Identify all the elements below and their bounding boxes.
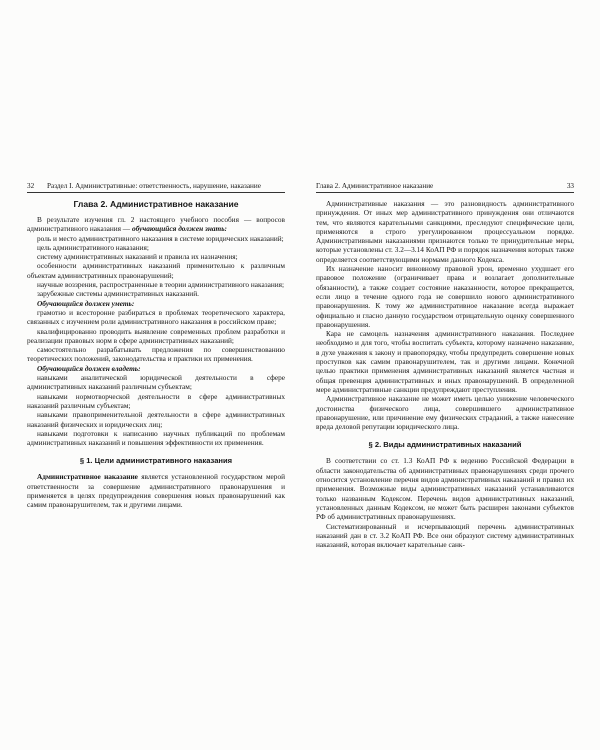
possess-heading: Обучающийся должен владеть: <box>37 363 141 373</box>
possess-item: навыками нормотворческой деятельности в сфере административных наказаний различным субъектам; <box>27 391 285 410</box>
body-paragraph: Административное наказание не может иметь целью унижение человеческого достоинства физического лица, совершившего административное правонарушение, или причинение ему физических страданий, а также нанесение вреда деловой репутации юридического лица. <box>316 394 574 432</box>
left-page <box>27 180 285 510</box>
section-title-1: § 1. Цели административного наказания <box>79 456 233 466</box>
body-paragraph: Их назначение наносит виновному правовой урон, временно ухудшает его правовое положение (ограничивает права и возлагает дополнительные обязанности), а также создает состояние наказанности, которое прекращается, если лицо в течение одного года не совершило нового административного правонарушения. К тому же административное наказание всегда выражает официально и гласно данную государством отрицательную оценку совершенного правонарушения. <box>316 264 574 329</box>
left-running-head <box>27 180 285 193</box>
skills-heading: Обучающийся должен уметь: <box>37 298 135 308</box>
body-paragraph: Систематизированный и исчерпывающий перечень административных наказаний дан в ст. 3.2 КоАП РФ. Все они образуют систему административных наказаний, которая включает карательные санк- <box>316 521 574 550</box>
page-number-right: 33 <box>566 182 574 190</box>
running-head-left-text: Раздел I. Административные: ответственность, нарушение, наказание <box>47 182 261 190</box>
body-paragraph: В соответствии со ст. 1.3 КоАП РФ к ведению Российской Федерации в области законодательства об административных правонарушениях среди прочего относится установление перечня видов административных наказаний и правил их применения. Возможные виды административных наказаний устанавливаются только названным Кодексом. Перечень видов административных наказаний, установленных данным Кодексом, не может быть расширен законами субъектов РФ об административных правонарушениях. <box>316 456 574 522</box>
know-item: роль и место административного наказания в системе юридических наказаний; <box>37 233 284 243</box>
skills-item: самостоятельно разрабатывать предложения по совершенствованию теоретических положений, законодательства и практики их применения. <box>27 345 285 364</box>
running-head-right-text: Глава 2. Административное наказание <box>316 182 434 190</box>
page-number-left: 32 <box>27 182 35 190</box>
definition-text: является установленной государством мерой ответственности за совершение административного правонарушения и применяется в целях предупреждения совершения новых правонарушений как самим правонарушителем, так и другими лицами. <box>27 472 285 510</box>
know-item: особенности административных наказаний применительно к различным объектам административных правонарушений; <box>27 261 285 280</box>
definition-term: Административное наказание <box>37 472 138 482</box>
section-title-2: § 2. Виды административных наказаний <box>368 440 522 450</box>
know-item: цель административного наказания; <box>37 242 149 252</box>
possess-item: навыками подготовки к написанию научных публикаций по проблемам административных наказаний и повышения эффективности их применения. <box>27 428 285 448</box>
skills-item: грамотно и всесторонне разбираться в проблемах теоретического характера, связанных с изучением роли административного наказания в российском праве; <box>27 307 285 327</box>
know-item: зарубежные системы административных наказаний. <box>37 289 199 299</box>
body-paragraph: Административные наказания — это разновидность административного принуждения. От иных мер административного принуждения они отличаются тем, что являются карательными санкциями, преследуют специфические цели, применяются в строго урегулированном процессуальном порядке. Административными наказаниями признаются только те принудительные меры, которые установлены ст. 3.2—3.14 КоАП РФ и порядок назначения которых также определяется соответствующими нормами данного Кодекса. <box>316 199 574 264</box>
definition-paragraph <box>27 472 285 509</box>
intro-paragraph <box>27 215 285 234</box>
right-running-head <box>316 180 574 193</box>
possess-item: навыками аналитической юридической деятельности в сфере административных наказаний различным субъектам; <box>27 373 285 392</box>
right-page <box>316 180 574 549</box>
skills-item: квалифицированно проводить выявление современных проблем разработки и реализации правовых норм в сфере административных наказаний; <box>27 326 285 345</box>
body-paragraph: Кара не самоцель назначения административного наказания. Последнее необходимо и для того, чтобы воспитать субъекта, которому назначено наказание, в духе уважения к закону и правопорядку, чтобы предупредить совершение новых проступков как самим правонарушителем, так и другими лицами. Конечной целью практики применения административных наказаний является частная и общая превенция административных и иных правонарушений. В определенной мере административные санкции предупреждают преступления. <box>316 329 574 394</box>
chapter-title: Глава 2. Административное наказание <box>73 199 239 209</box>
intro-text: В результате изучения гл. 2 настоящего учебного пособия — вопросов административного наказания — <box>27 215 285 234</box>
know-item: научные воззрения, распространенные в теории административного наказания; <box>37 280 285 290</box>
know-item: систему административных наказаний и правила их назначения; <box>37 252 238 262</box>
possess-item: навыками правоприменительной деятельности в сфере административных наказаний физических и юридических лиц; <box>27 410 285 429</box>
intro-emphasis: обучающийся должен знать: <box>131 224 227 234</box>
